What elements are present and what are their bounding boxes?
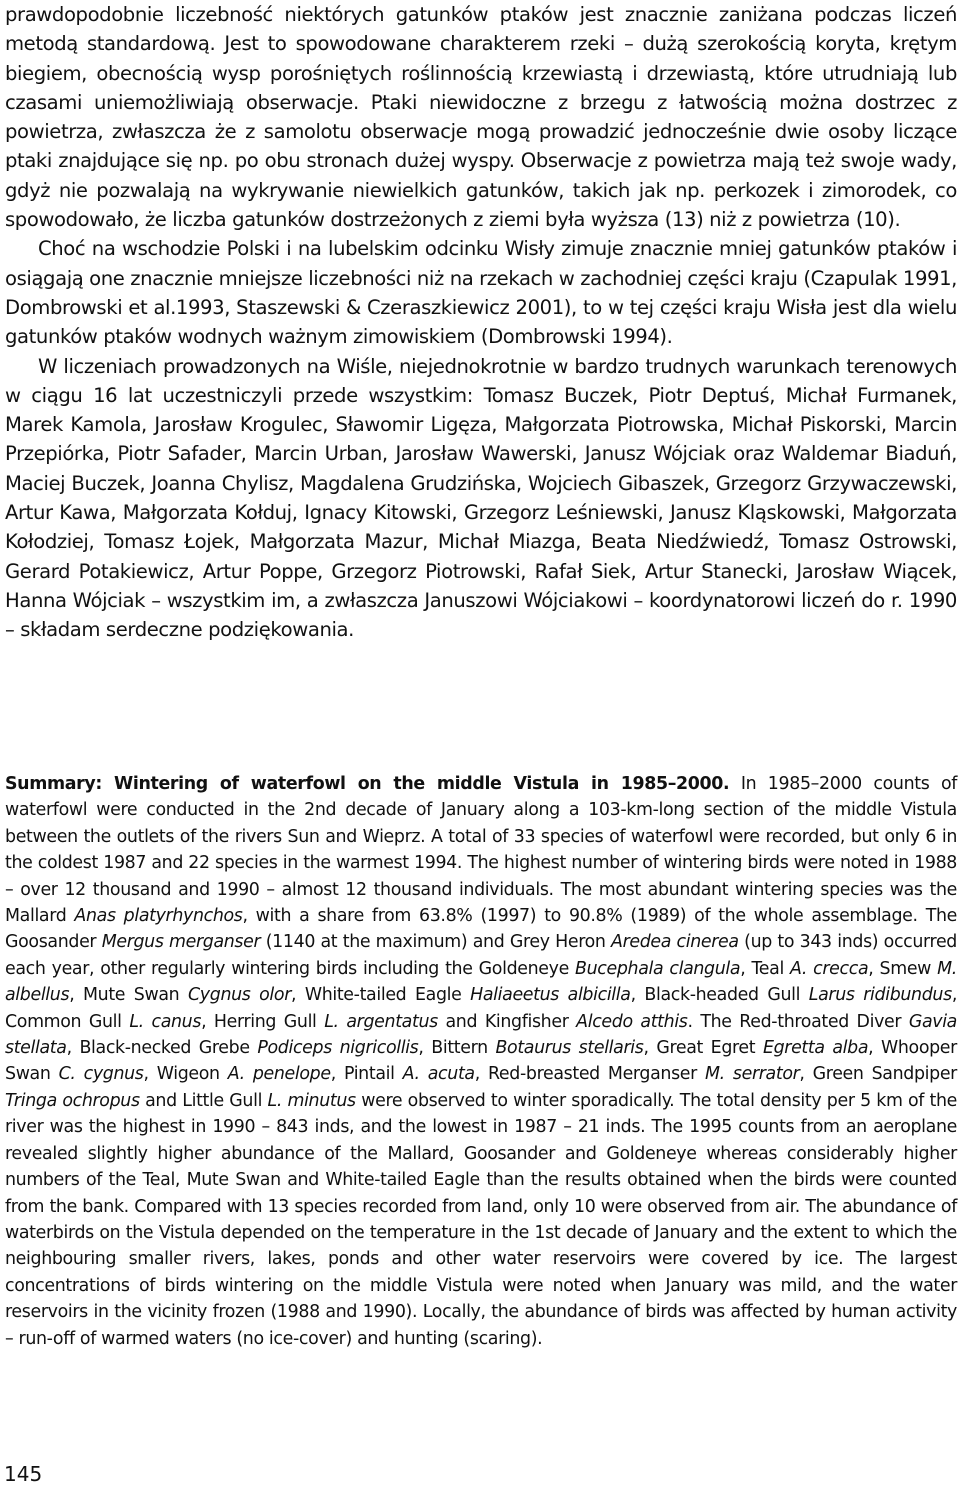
species-name: A. crecca — [790, 958, 869, 979]
species-name: Botaurus stellaris — [495, 1038, 644, 1059]
summary-text: (1140 at the maximum) and Grey Heron — [260, 932, 612, 953]
species-name: Aredea cinerea — [611, 932, 739, 953]
species-name: L. canus — [129, 1011, 202, 1032]
summary-text: , with a share from 63.8% (1997) to 90.8% (1989) of the whole assemblage. The Goosander — [5, 906, 957, 953]
article-body — [5, 0, 957, 645]
species-name: L. minutus — [267, 1090, 356, 1111]
page-number: 145 — [4, 1462, 43, 1486]
english-summary — [5, 771, 957, 1352]
summary-text: , White-tailed Eagle — [291, 985, 471, 1006]
species-name: Mergus merganser — [101, 932, 261, 953]
species-name: L. argentatus — [324, 1011, 438, 1032]
species-name: Larus ridibundus — [808, 985, 952, 1006]
body-paragraph: prawdopodobnie liczebność niektórych gatunków ptaków jest znacznie zaniżana podczas liczeń metodą standardową. Jest to spowodowane charakterem rzeki – dużą szerokością koryta, krętym biegiem, obecnością wysp porośniętych roślinnością krzewiastą i drzewiastą, które utrudniają lub czasami uniemożliwiają obserwacje. Ptaki niewidoczne z brzegu z łatwością można dostrzec z powietrza, zwłaszcza że z samolotu obserwacje mogą prowadzić jednocześnie dwie osoby liczące ptaki znajdujące się np. po obu stronach dużej wyspy. Obserwacje z powietrza mają też swoje wady, gdyż nie pozwalają na wykrywanie niewielkich gatunków, takich jak np. perkozek i zimorodek, co spowodowało, że liczba gatunków dostrzeżonych z ziemi była wyższa (13) niż z powietrza (10). — [5, 3, 957, 232]
summary-text: were observed to winter sporadically. The total density per 5 km of the river was the highest in 1990 – 843 inds, and the lowest in 1987 – 21 inds. The 1995 counts from an aeroplane revealed slightly higher abundance of the Mallard, Goosander and Goldeneye whereas considerably higher numbers of the Teal, Mute Swan and White-tailed Eagle than the results obtained when the birds were counted from the bank. Compared with 13 species recorded from land, only 10 were observed from air. The abundance of waterbirds on the Vistula depended on the temperature in the 1st decade of January and the extent to which the neighbouring smaller rivers, lakes, ponds and other water reservoirs were covered by ice. The largest concentrations of birds wintering on the middle Vistula were noted when January was mild, and the water reservoirs in the vicinity frozen (1988 and 1990). Locally, the abundance of birds was affected by human activity – run-off of warmed waters (no ice-cover) and hunting (scaring). — [5, 1090, 958, 1349]
species-name: Haliaeetus albicilla — [470, 985, 631, 1006]
summary-text: , Common Gull — [5, 985, 957, 1032]
species-name: A. acuta — [402, 1064, 475, 1085]
species-name: M. albellus — [5, 958, 957, 1006]
summary-heading: Summary: Wintering of waterfowl on the middle Vistula in 1985–2000. — [5, 774, 730, 794]
species-name: A. penelope — [227, 1064, 331, 1085]
summary-text: , Black-necked Grebe — [66, 1038, 258, 1059]
summary-text: and Little Gull — [139, 1090, 268, 1111]
acknowledgements-paragraph: W liczeniach prowadzonych na Wiśle, niejednokrotnie w bardzo trudnych warunkach terenowych w ciągu 16 lat uczestniczyli przede wszystkim: Tomasz Buczek, Piotr Deptuś, Michał Furmanek, Marek Kamola, Jarosław Krogulec, Sławomir Ligęza, Małgorzata Piotrowska, Michał Piskorski, Marcin Przepiórka, Piotr Safader, Marcin Urban, Jarosław Wawerski, Janusz Wójciak oraz Waldemar Biaduń, Maciej Buczek, Joanna Chylisz, Magdalena Grudzińska, Wojciech Gibaszek, Grzegorz Grzywaczewski, Artur Kawa, Małgorzata Kołduj, Ignacy Kitowski, Grzegorz Leśniewski, Janusz Kląskowski, Małgorzata Kołodziej, Tomasz Łojek, Małgorzata Mazur, Michał Miazga, Beata Niedźwiedź, Tomasz Ostrowski, Gerard Potakiewicz, Artur Poppe, Grzegorz Piotrowski, Rafał Siek, Artur Stanecki, Jarosław Wiącek, Hanna Wójciak – wszystkim im, a zwłaszcza Januszowi Wójciakowi – koordynatorowi liczeń do r. 1990 – składam serdeczne podziękowania. — [5, 354, 957, 642]
summary-text: , Mute Swan — [69, 985, 189, 1006]
species-name: Podiceps nigricollis — [257, 1038, 419, 1059]
summary-text: , Green Sandpiper — [799, 1064, 957, 1085]
summary-text: In 1985–2000 counts of waterfowl were conducted in the 2nd decade of January along a 103-km-long section of the middle Vistula between the outlets of the rivers Sun and Wieprz. A total of 33 species of waterfowl were recorded, but only 6 in the coldest 1987 and 22 species in the warmest 1994. The highest number of wintering birds were noted in 1988 – over 12 thousand and 1990 – almost 12 thousand individuals. The most abundant wintering species was the Mallard — [5, 774, 958, 927]
species-name: M. serrator — [705, 1064, 800, 1085]
body-paragraph: Choć na wschodzie Polski i na lubelskim odcinku Wisły zimuje znacznie mniej gatunków ptaków i osiągają one znacznie mniejsze liczebności niż na rzekach w zachodniej części kraju (Czapulak 1991, Dombrowski et al.1993, Staszewski & Czeraszkiewicz 2001), to w tej części kraju Wisła jest dla wielu gatunków ptaków wodnych ważnym zimowiskiem (Dombrowski 1994). — [5, 237, 957, 349]
species-name: Cygnus olor — [188, 985, 292, 1006]
summary-text: (up to 343 inds) occurred each year, other regularly wintering birds including the Goldeneye — [5, 932, 957, 979]
summary-text: , Red-breasted Merganser — [474, 1064, 705, 1085]
summary-text: , Herring Gull — [201, 1011, 325, 1032]
species-name: C. cygnus — [58, 1064, 144, 1085]
summary-text: , Pintail — [330, 1064, 403, 1085]
summary-text: , Bittern — [418, 1038, 496, 1059]
summary-text: , Teal — [740, 958, 791, 979]
species-name: Anas platyrhynchos — [74, 906, 243, 927]
summary-text: . The Red-throated Diver — [687, 1011, 909, 1032]
species-name: Alcedo atthis — [576, 1011, 688, 1032]
summary-text: , Whooper Swan — [5, 1038, 957, 1085]
species-name: Tringa ochropus — [5, 1090, 140, 1111]
summary-text: and Kingfisher — [437, 1011, 577, 1032]
species-name: Gavia stellata — [5, 1011, 957, 1059]
summary-text: , Wigeon — [143, 1064, 228, 1085]
summary-text: , Great Egret — [643, 1038, 763, 1059]
summary-text: , Smew — [868, 958, 938, 979]
species-name: Egretta alba — [762, 1038, 869, 1059]
summary-text: , Black-headed Gull — [630, 985, 809, 1006]
species-name: Bucephala clangula — [575, 958, 741, 979]
